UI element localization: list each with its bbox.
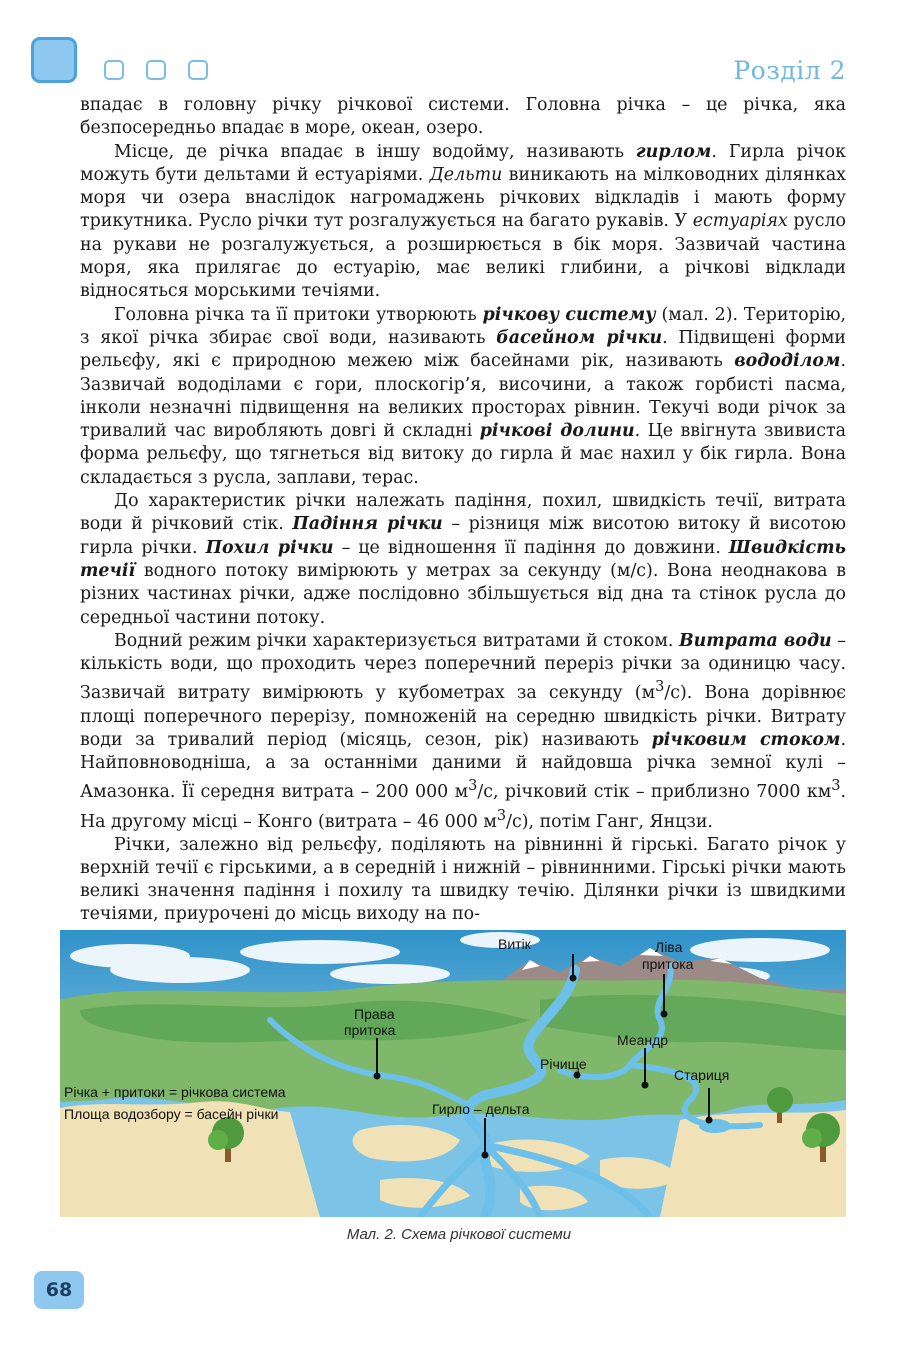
term: річковим стоком bbox=[651, 729, 841, 750]
superscript: 3 bbox=[655, 679, 665, 696]
text-span: водного потоку вимірюють у метрах за секунду (м/с). Вона неоднакова в різних частинах річки, адже послідовно збільшується від дна та стінок русла до середньої частини потоку. bbox=[80, 560, 846, 628]
decorative-square-large bbox=[31, 37, 77, 83]
label-right-tributary-line1: Права bbox=[354, 1006, 395, 1022]
label-left-tributary-line2: притока bbox=[642, 956, 694, 972]
decorative-square bbox=[188, 60, 208, 80]
river-system-illustration bbox=[60, 930, 846, 1217]
term: гирлом bbox=[635, 141, 712, 162]
text-span: Головна річка та її притоки утворюють bbox=[114, 304, 483, 325]
text-span: Водний режим річки характеризується витратами й стоком. bbox=[114, 630, 679, 651]
term: річкову систему bbox=[482, 304, 656, 325]
text-span: впадає в головну річку річкової системи. Головна річка – це річка, яка безпосередньо впадає в море, океан, озеро. bbox=[80, 95, 846, 139]
text-span: русло на рукави не розгалужується, а розширюється в бік моря. Зазвичай частина моря, яка прилягає до естуарію, має великі глибини, а річкові відклади відносяться морськими течіями. bbox=[80, 211, 846, 302]
section-title: Розділ 2 bbox=[733, 56, 846, 85]
legend-river-system: Річка + притоки = річкова система bbox=[64, 1084, 286, 1100]
text-span: . Найповноводніша, а за останніми даними й найдовша річка земної кулі – Амазонка. Її середня витрата – 200 000 м bbox=[80, 729, 846, 803]
superscript: 3 bbox=[831, 778, 841, 795]
label-source: Витік bbox=[498, 936, 531, 952]
term: Швидкість течії bbox=[80, 537, 846, 581]
label-channel: Річище bbox=[540, 1056, 587, 1072]
superscript: 3 bbox=[468, 778, 478, 795]
legend-basin: Площа водозбору = басейн річки bbox=[64, 1106, 279, 1122]
paragraph-1 bbox=[80, 94, 846, 141]
text-span: – різниця між висотою витоку й висотою гирла річки. bbox=[80, 514, 847, 558]
decorative-square bbox=[104, 60, 124, 80]
river-system-diagram bbox=[60, 930, 846, 1217]
text-span: /с, річковий стік – приблизно 7000 км bbox=[477, 782, 832, 803]
term: Падіння річки bbox=[292, 514, 443, 535]
paragraph-2 bbox=[80, 141, 846, 304]
label-delta: Гирло – дельта bbox=[432, 1101, 530, 1117]
paragraph-3 bbox=[80, 304, 846, 490]
text-span: – кількість води, що проходить через поперечний переріз річки за одиницю часу. Зазвичай витрату вимірюють у кубометрах за секунду (м bbox=[80, 630, 846, 704]
paragraph-6 bbox=[80, 834, 846, 927]
text-span: . Гирла річок можуть бути дельтами й естуаріями. bbox=[80, 141, 846, 185]
text-span: . На другому місці – Конго (витрата – 46 000 м bbox=[80, 782, 846, 832]
text-span: (мал. 2). Територію, з якої річка збирає свої води, називають bbox=[80, 304, 846, 348]
text-span: – це відношення її падіння до довжини. bbox=[333, 537, 729, 558]
text-span: /с), потім Ганг, Янцзи. bbox=[506, 811, 713, 832]
label-oxbow: Стариця bbox=[674, 1067, 730, 1083]
paragraph-4 bbox=[80, 490, 846, 630]
text-span: Місце, де річка впадає в іншу водойму, називають bbox=[114, 141, 636, 162]
text-span: /с). Вона дорівнює площі поперечного перерізу, помноженій на середню швидкість річки. Витрату води за тривалий період (місяць, сезон, рік) називають bbox=[80, 683, 846, 750]
label-left-tributary-line1: Ліва bbox=[655, 939, 683, 955]
text-span: . Це ввігнута звивиста форма рельєфу, що тягнеться від витоку до гирла й має нахил у бік гирла. Вона складається з русла, заплави, терас. bbox=[80, 421, 846, 488]
term-italic: Дельти bbox=[429, 164, 503, 185]
page-number: 68 bbox=[34, 1271, 84, 1309]
text-span: До характеристик річки належать падіння, похил, швидкість течії, витрата води й річковий стік. bbox=[80, 491, 846, 535]
oxbow-lake bbox=[699, 1119, 731, 1133]
term-italic: естуаріях bbox=[692, 211, 788, 232]
label-right-tributary-line2: притока bbox=[344, 1022, 396, 1038]
term: басейном річки bbox=[496, 327, 663, 348]
superscript: 3 bbox=[496, 807, 507, 824]
text-span: виникають на мілководних ділянках моря чи озера внаслідок нагромаджень річкових відкладів і мають форму трикутника. Русло річки тут розгалужується на багато рукавів. У bbox=[80, 164, 846, 232]
term: річкові долини bbox=[479, 421, 635, 442]
figure-caption: Мал. 2. Схема річкової системи bbox=[346, 1226, 572, 1243]
term: Похил річки bbox=[205, 537, 334, 558]
body-text bbox=[80, 94, 846, 927]
text-span: . Зазвичай вододілами є гори, плоскогір’я, височини, а також горбисті пасма, інколи незначні підвищення на великих просторах рівнин. Текучі води річок за тривалий час виробляють довгі й складні bbox=[80, 351, 846, 442]
term: Витрата води bbox=[678, 630, 832, 651]
page-header bbox=[0, 0, 918, 96]
term: вододілом bbox=[734, 351, 841, 372]
text-span: . Підвищені форми рельєфу, які є природною межею між басейнами рік, називають bbox=[80, 327, 846, 372]
paragraph-5 bbox=[80, 630, 846, 834]
decorative-square bbox=[146, 60, 166, 80]
label-meander: Меандр bbox=[617, 1032, 669, 1048]
text-span: Річки, залежно від рельєфу, поділяють на рівнинні й гірські. Багато річок у верхній течії є гірськими, а в середній і нижній – рівнинними. Гірські річки мають великі значення падіння і похилу та швидку течію. Ділянки річки із швидкими течіями, приурочені до місць виходу на по- bbox=[80, 834, 846, 925]
